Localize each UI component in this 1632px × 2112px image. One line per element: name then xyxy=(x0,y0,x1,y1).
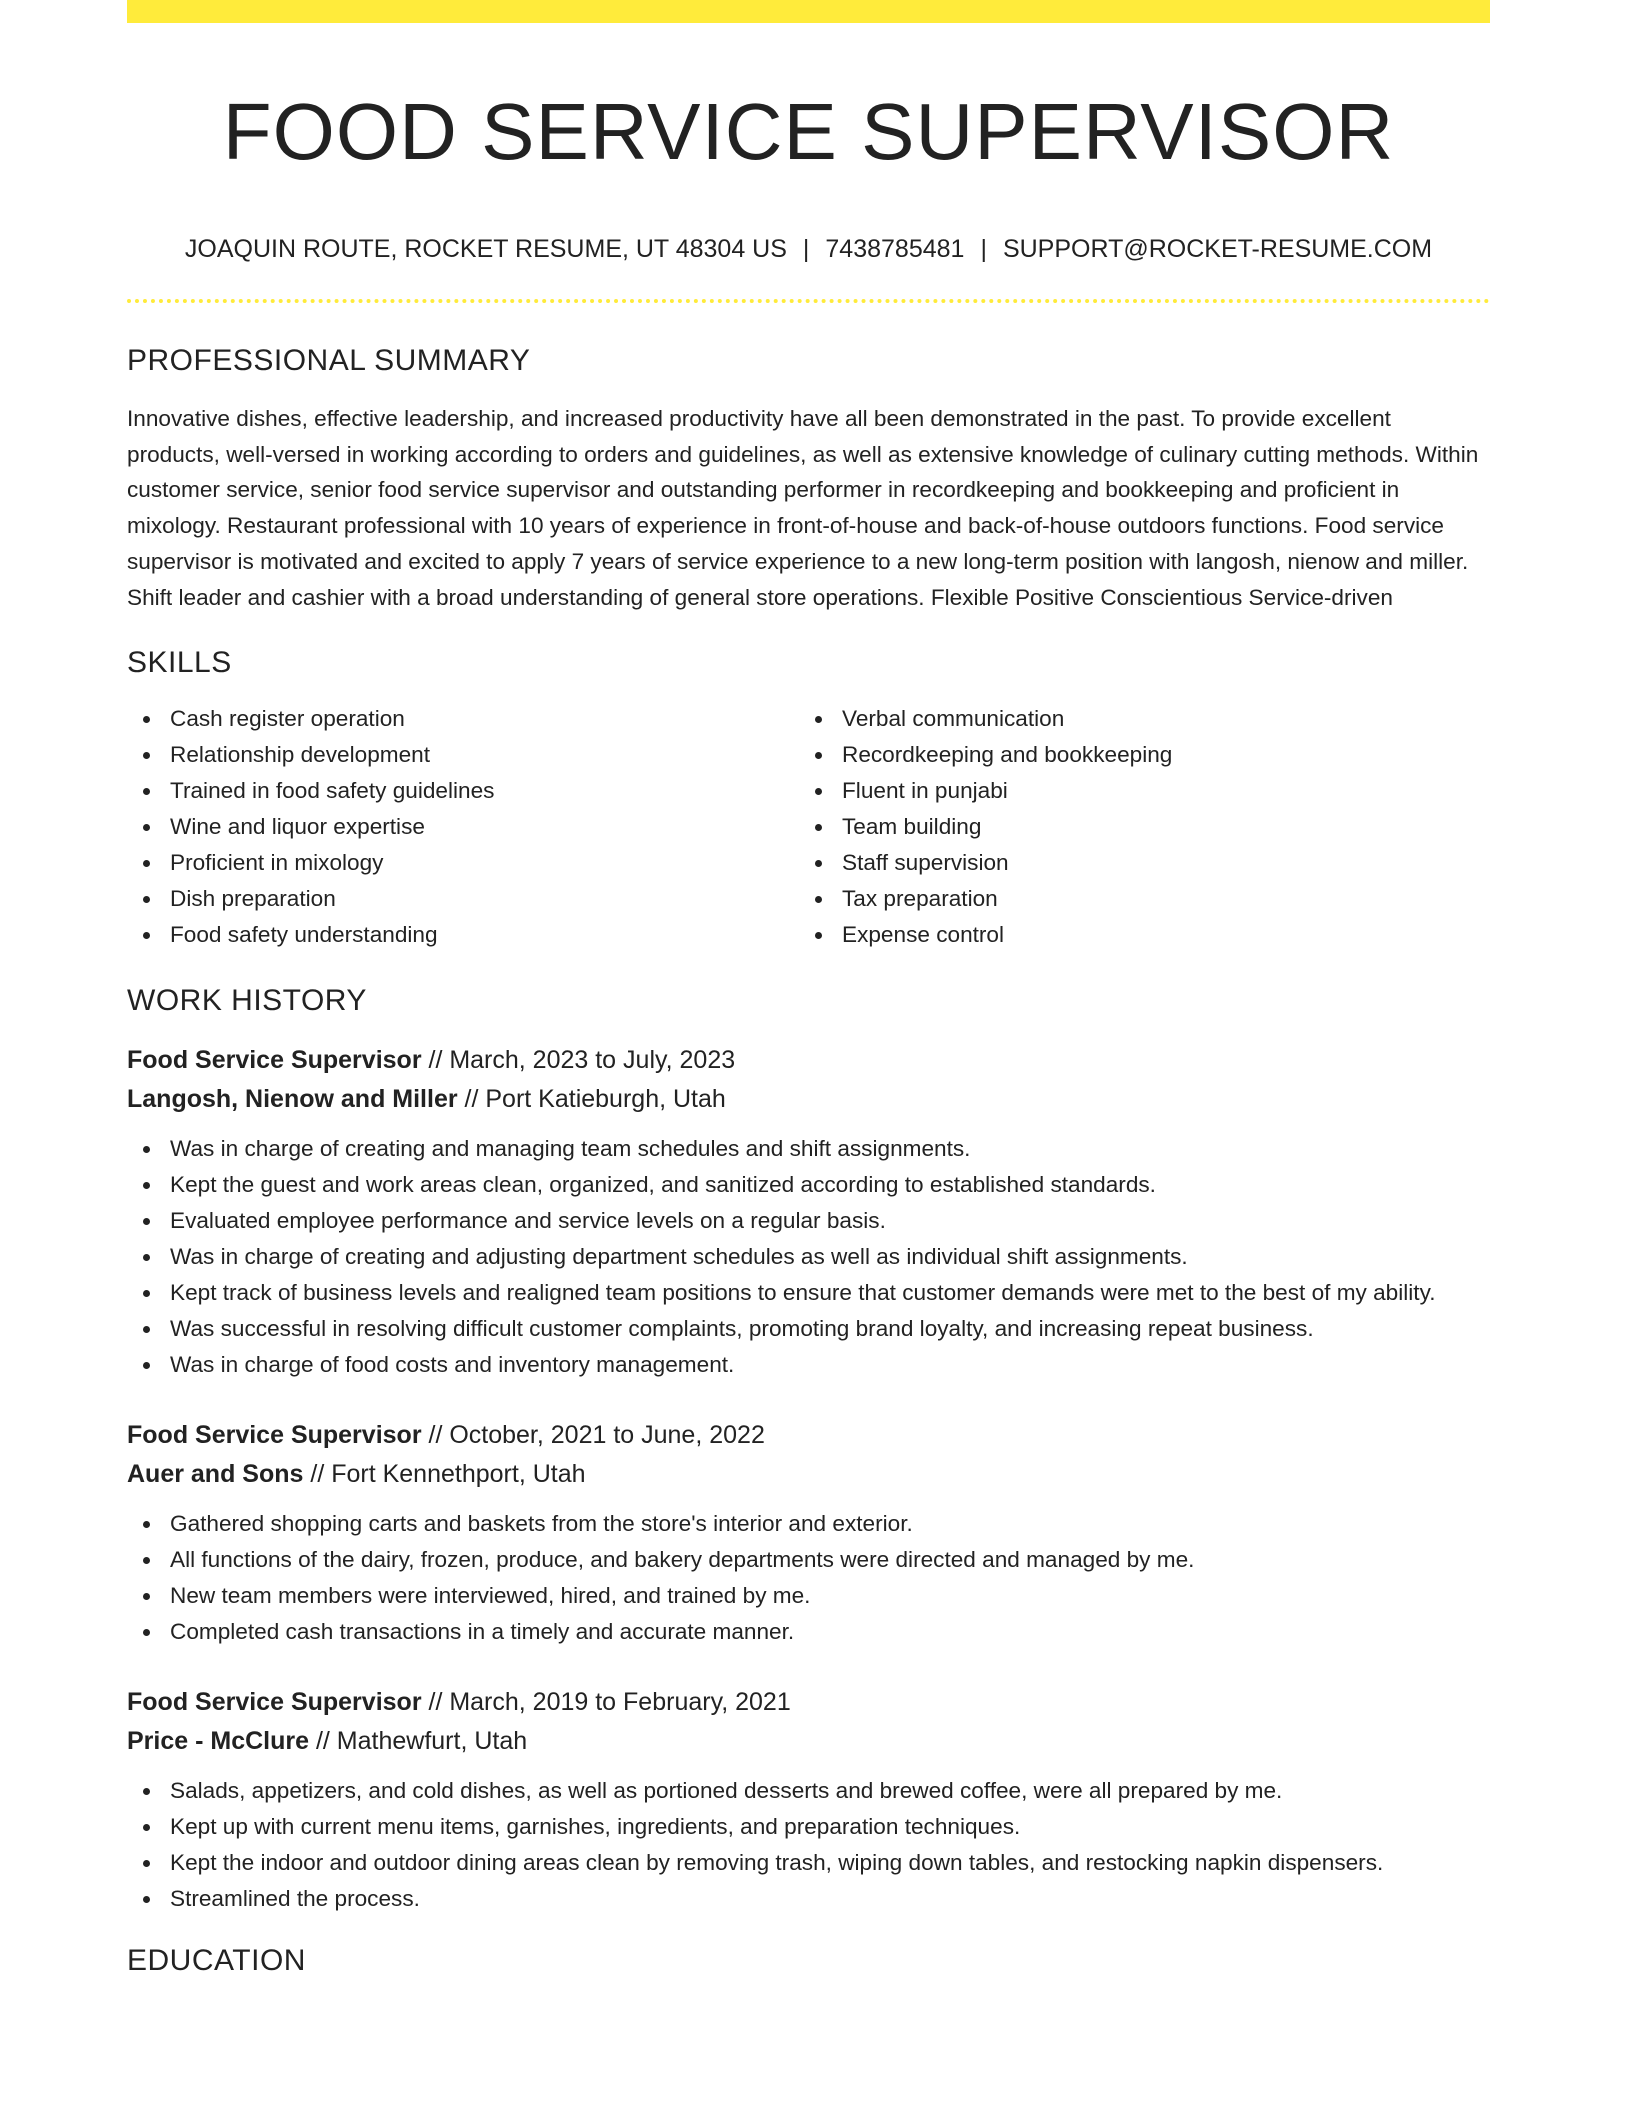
job-duty: New team members were interviewed, hired, and trained by me. xyxy=(127,1578,1490,1614)
job-title: Food Service Supervisor xyxy=(127,1421,422,1450)
skill-item: Team building xyxy=(799,809,1471,845)
skill-item: Proficient in mixology xyxy=(127,845,799,881)
job-dates: // March, 2019 to February, 2021 xyxy=(421,1688,791,1717)
job-company-line xyxy=(127,1455,1490,1494)
job-duty: Kept the indoor and outdoor dining areas clean by removing trash, wiping down tables, and restocking napkin dispensers. xyxy=(127,1845,1490,1881)
job-location: // Fort Kennethport, Utah xyxy=(303,1460,586,1489)
job-company: Auer and Sons xyxy=(127,1460,304,1489)
skill-item: Cash register operation xyxy=(127,701,799,737)
skill-item: Staff supervision xyxy=(799,845,1471,881)
job-title: Food Service Supervisor xyxy=(127,1046,422,1075)
contact-phone: 7438785481 xyxy=(825,235,965,263)
resume-content xyxy=(127,0,1490,1979)
dotted-divider xyxy=(127,299,1490,303)
job-duty: All functions of the dairy, frozen, produce, and bakery departments were directed and managed by me. xyxy=(127,1542,1490,1578)
skill-item: Tax preparation xyxy=(799,881,1471,917)
skill-item: Wine and liquor expertise xyxy=(127,809,799,845)
job-duty: Kept the guest and work areas clean, organized, and sanitized according to established standards. xyxy=(127,1167,1490,1203)
job-entry xyxy=(127,1416,1490,1650)
job-location: // Mathewfurt, Utah xyxy=(309,1727,528,1756)
job-dates: // October, 2021 to June, 2022 xyxy=(421,1421,765,1450)
job-duty: Gathered shopping carts and baskets from the store's interior and exterior. xyxy=(127,1506,1490,1542)
skills-column-2 xyxy=(799,701,1471,953)
job-duty: Streamlined the process. xyxy=(127,1881,1490,1917)
job-title-line xyxy=(127,1416,1490,1455)
education-heading: EDUCATION xyxy=(127,1944,306,1978)
job-entry xyxy=(127,1683,1490,1917)
job-duties xyxy=(127,1773,1490,1917)
skill-item: Dish preparation xyxy=(127,881,799,917)
contact-line xyxy=(127,234,1490,264)
job-duty: Was successful in resolving difficult customer complaints, promoting brand loyalty, and increasing repeat business. xyxy=(127,1311,1490,1347)
job-duty: Kept up with current menu items, garnishes, ingredients, and preparation techniques. xyxy=(127,1809,1490,1845)
skill-item: Fluent in punjabi xyxy=(799,773,1471,809)
job-entry xyxy=(127,1041,1490,1383)
job-duty: Was in charge of food costs and inventory management. xyxy=(127,1347,1490,1383)
job-title-line xyxy=(127,1683,1490,1722)
contact-separator: | xyxy=(802,235,810,263)
job-location: // Port Katieburgh, Utah xyxy=(457,1085,726,1114)
contact-separator: | xyxy=(980,235,987,263)
job-title: Food Service Supervisor xyxy=(127,1688,422,1717)
job-company-line xyxy=(127,1080,1490,1119)
skill-item: Verbal communication xyxy=(799,701,1471,737)
contact-email: SUPPORT@ROCKET-RESUME.COM xyxy=(1002,235,1433,263)
skill-item: Recordkeeping and bookkeeping xyxy=(799,737,1471,773)
job-duty: Evaluated employee performance and service levels on a regular basis. xyxy=(127,1203,1490,1239)
skill-item: Expense control xyxy=(799,917,1471,953)
summary-text: Innovative dishes, effective leadership, and increased productivity have all been demonstrated in the past. To provide excellent products, well-versed in working according to orders and guidelines, as well as extensive knowledge of culinary cutting methods. Within customer service, senior food service supervisor and outstanding performer in recordkeeping and bookkeeping and proficient in mixology. Restaurant professional with 10 years of experience in front-of-house and back-of-house outdoors functions. Food service supervisor is motivated and excited to apply 7 years of service experience to a new long-term position with langosh, nienow and miller. Shift leader and cashier with a broad understanding of general store operations. Flexible Positive Conscientious Service-driven xyxy=(127,406,1479,610)
job-dates: // March, 2023 to July, 2023 xyxy=(421,1046,736,1075)
skills-column-1 xyxy=(127,701,799,953)
job-company: Price - McClure xyxy=(127,1727,310,1756)
job-duty: Completed cash transactions in a timely and accurate manner. xyxy=(127,1614,1490,1650)
contact-address: JOAQUIN ROUTE, ROCKET RESUME, UT 48304 US xyxy=(184,235,787,263)
job-duty: Was in charge of creating and managing team schedules and shift assignments. xyxy=(127,1131,1490,1167)
job-duty: Salads, appetizers, and cold dishes, as well as portioned desserts and brewed coffee, were all prepared by me. xyxy=(127,1773,1490,1809)
skill-item: Food safety understanding xyxy=(127,917,799,953)
summary-heading: PROFESSIONAL SUMMARY xyxy=(127,344,531,377)
job-duties xyxy=(127,1131,1490,1383)
resume-title: FOOD SERVICE SUPERVISOR xyxy=(222,87,1395,176)
skill-item: Trained in food safety guidelines xyxy=(127,773,799,809)
job-duties xyxy=(127,1506,1490,1650)
job-title-line xyxy=(127,1041,1490,1080)
job-company-line xyxy=(127,1722,1490,1761)
skill-item: Relationship development xyxy=(127,737,799,773)
job-duty: Was in charge of creating and adjusting department schedules as well as individual shift assignments. xyxy=(127,1239,1490,1275)
work-history-heading: WORK HISTORY xyxy=(127,984,367,1018)
job-duty: Kept track of business levels and realigned team positions to ensure that customer demands were met to the best of my ability. xyxy=(127,1275,1490,1311)
skills-list xyxy=(127,701,1490,953)
skills-heading: SKILLS xyxy=(127,646,232,680)
job-company: Langosh, Nienow and Miller xyxy=(127,1085,458,1114)
